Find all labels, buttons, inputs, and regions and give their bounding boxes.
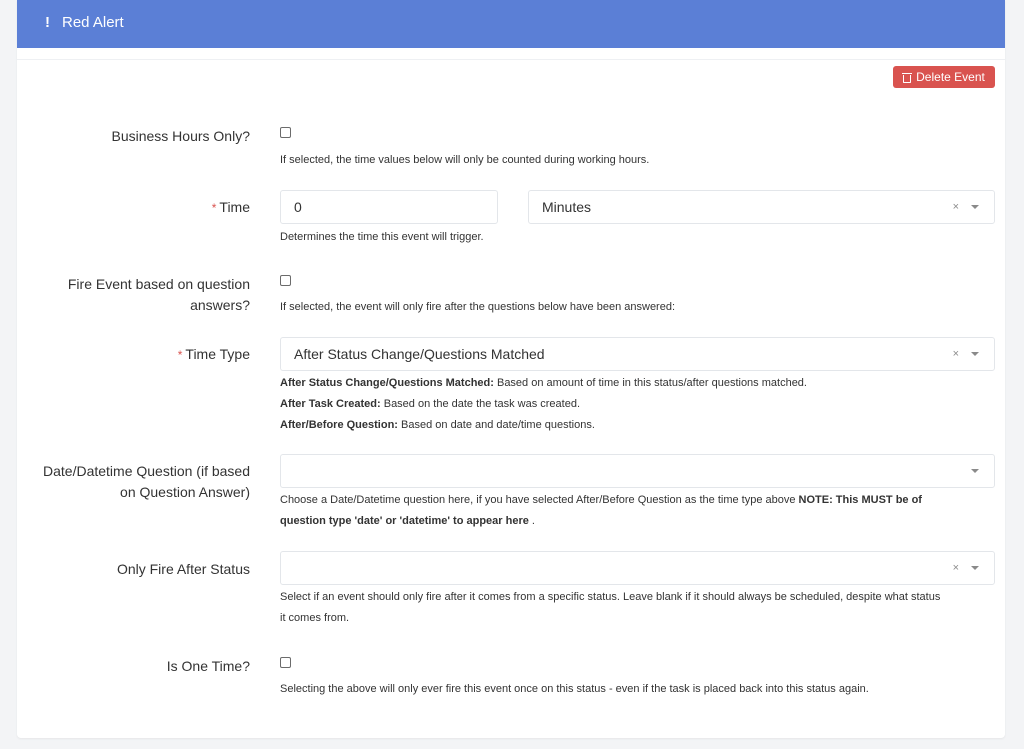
time-type-label: [178, 344, 250, 366]
fire-on-answers-checkbox[interactable]: [280, 275, 291, 286]
time-type-select[interactable]: [280, 337, 995, 371]
time-value-input[interactable]: [280, 190, 498, 224]
required-marker: *: [177, 348, 183, 362]
date-question-help-1: [280, 490, 922, 511]
chevron-down-icon[interactable]: [971, 205, 979, 209]
trash-icon: [903, 73, 911, 82]
help-text: Choose a Date/Datetime question here, if you have selected After/Before Question as the time type above: [280, 494, 799, 506]
help-term: After Status Change/Questions Matched:: [280, 377, 494, 389]
only-fire-after-help-2: it comes from.: [280, 612, 350, 624]
chevron-down-icon[interactable]: [971, 566, 979, 570]
fire-on-answers-help: If selected, the event will only fire after the questions below have been answered:: [280, 301, 676, 313]
clear-icon[interactable]: ×: [952, 201, 959, 213]
one-time-checkbox[interactable]: [280, 657, 291, 668]
event-header[interactable]: [17, 0, 1005, 48]
help-text: Based on date and date/time questions.: [397, 419, 595, 431]
divider: [17, 59, 1005, 60]
only-fire-after-label: Only Fire After Status: [116, 561, 250, 577]
help-term: After Task Created:: [280, 398, 381, 410]
clear-icon[interactable]: ×: [952, 348, 959, 360]
time-label-text: Time: [219, 199, 250, 215]
one-time-help: Selecting the above will only ever fire this event once on this status - even if the task is placed back into this status again.: [280, 683, 869, 695]
business-hours-help: If selected, the time values below will only be counted during working hours.: [280, 154, 650, 166]
help-term: After/Before Question:: [280, 419, 398, 431]
time-unit-select[interactable]: [528, 190, 995, 224]
help-note: NOTE: This MUST be of: [798, 494, 922, 506]
business-hours-checkbox[interactable]: [280, 127, 291, 138]
time-type-label-text: Time Type: [185, 346, 250, 362]
help-text: Based on amount of time in this status/after questions matched.: [493, 377, 807, 389]
clear-icon[interactable]: ×: [952, 562, 959, 574]
fire-on-answers-label-1: Fire Event based on question: [67, 276, 250, 292]
date-question-select[interactable]: [280, 454, 995, 488]
help-text: .: [528, 515, 535, 527]
date-question-label-2: on Question Answer): [120, 484, 250, 500]
exclamation-icon: !: [45, 14, 50, 31]
time-type-help-1: [280, 373, 807, 394]
one-time-label: Is One Time?: [166, 658, 250, 674]
chevron-down-icon[interactable]: [971, 352, 979, 356]
required-marker: *: [211, 201, 217, 215]
business-hours-label: Business Hours Only?: [111, 128, 250, 144]
time-help: Determines the time this event will trigger.: [280, 231, 484, 243]
fire-on-answers-label-2: answers?: [190, 297, 250, 313]
event-title: Red Alert: [62, 14, 124, 31]
time-type-help-2: [280, 394, 580, 415]
time-type-value: After Status Change/Questions Matched: [294, 346, 545, 362]
only-fire-after-help-1: Select if an event should only fire after it comes from a specific status. Leave blank if it should always be scheduled, despite what status: [280, 591, 941, 603]
chevron-down-icon[interactable]: [971, 469, 979, 473]
date-question-help-2: [280, 511, 535, 532]
time-value: 0: [294, 199, 302, 215]
time-type-help-3: [280, 415, 595, 436]
date-question-label-1: Date/Datetime Question (if based: [43, 463, 250, 479]
time-label: [212, 197, 250, 219]
help-text: Based on the date the task was created.: [380, 398, 581, 410]
only-fire-after-select[interactable]: [280, 551, 995, 585]
event-panel: [17, 0, 1005, 738]
delete-event-label: Delete Event: [916, 70, 985, 84]
delete-event-button[interactable]: [893, 66, 995, 88]
time-unit-value: Minutes: [542, 199, 592, 215]
help-note: question type 'date' or 'datetime' to appear here: [280, 515, 529, 527]
